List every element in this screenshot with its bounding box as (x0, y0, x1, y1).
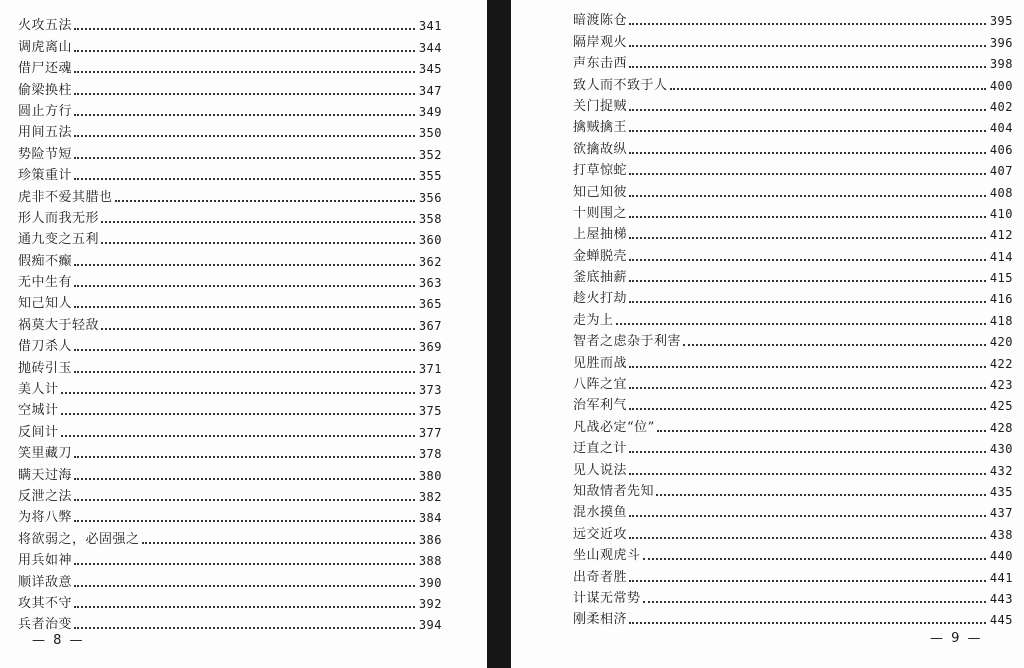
toc-entry-page-number: 423 (989, 378, 1013, 393)
dot-leader (74, 478, 415, 480)
toc-entry (18, 206, 442, 227)
toc-entry-title: 虎非不爱其腊也 (18, 189, 113, 205)
toc-entry-page-number: 435 (989, 484, 1013, 499)
toc-entry-page-number: 344 (418, 40, 442, 55)
dot-leader (74, 627, 415, 629)
toc-entry-title: 打草惊蛇 (573, 163, 628, 179)
toc-entry (18, 419, 442, 440)
dot-leader (74, 93, 415, 95)
dot-leader (629, 580, 986, 582)
toc-entry-page-number: 394 (418, 618, 442, 633)
toc-entry-page-number: 362 (418, 254, 442, 269)
dot-leader (74, 306, 415, 308)
toc-entry (573, 372, 1013, 393)
toc-entry (573, 436, 1013, 457)
toc-entry-page-number: 377 (418, 425, 442, 440)
dot-leader (629, 537, 986, 539)
toc-entry-page-number: 363 (418, 276, 442, 291)
toc-entry (18, 312, 442, 333)
toc-entry-page-number: 410 (989, 206, 1013, 221)
toc-entry (18, 612, 442, 633)
toc-entry-page-number: 341 (418, 19, 442, 34)
toc-entry-page-number: 371 (418, 361, 442, 376)
toc-entry-title: 抛砖引玉 (18, 360, 73, 376)
toc-entry-title: 知敌情者先知 (573, 483, 655, 499)
toc-entry (18, 77, 442, 98)
dot-leader (629, 130, 986, 132)
dot-leader (115, 200, 415, 202)
toc-entry (573, 414, 1013, 435)
toc-entry-page-number: 415 (989, 271, 1013, 286)
toc-entry-title: 计谋无常势 (573, 590, 641, 606)
dot-leader (74, 71, 415, 73)
toc-entry (18, 462, 442, 483)
dot-leader (74, 371, 415, 373)
toc-entry-page-number: 378 (418, 447, 442, 462)
toc-entry (18, 120, 442, 141)
dot-leader (629, 259, 986, 261)
toc-entry-title: 知己知人 (18, 296, 73, 312)
toc-entry-title: 将欲弱之，必固强之 (18, 531, 140, 547)
dot-leader (629, 515, 986, 517)
toc-entry (18, 141, 442, 162)
toc-entry-title: 坐山观虎斗 (573, 548, 641, 564)
toc-entry-title: 釜底抽薪 (573, 270, 628, 286)
toc-entry-title: 治军利气 (573, 398, 628, 414)
toc-entry-page-number: 437 (989, 506, 1013, 521)
dot-leader (629, 173, 986, 175)
toc-entry-title: 用间五法 (18, 125, 73, 141)
toc-entry (18, 99, 442, 120)
toc-entry-page-number: 345 (418, 62, 442, 77)
toc-entry-title: 笑里藏刀 (18, 446, 73, 462)
toc-entry-page-number: 367 (418, 318, 442, 333)
toc-entry-page-number: 396 (989, 35, 1013, 50)
toc-entry (18, 377, 442, 398)
dot-leader (629, 301, 986, 303)
toc-entry (573, 243, 1013, 264)
toc-entry-page-number: 428 (989, 420, 1013, 435)
dot-leader (683, 344, 986, 346)
dot-leader (629, 109, 986, 111)
toc-entry-title: 刚柔相济 (573, 612, 628, 628)
dot-leader (629, 195, 986, 197)
toc-entry-title: 为将八弊 (18, 510, 73, 526)
toc-entry (18, 526, 442, 547)
dot-leader (74, 349, 415, 351)
toc-entry-page-number: 395 (989, 14, 1013, 29)
toc-entry-title: 攻其不守 (18, 595, 73, 611)
dot-leader (74, 135, 415, 137)
dot-leader (61, 435, 415, 437)
toc-entry-page-number: 369 (418, 340, 442, 355)
toc-entry-page-number: 445 (989, 613, 1013, 628)
dot-leader (74, 157, 415, 159)
book-gutter (487, 0, 511, 668)
toc-entry (18, 270, 442, 291)
toc-entry (573, 72, 1013, 93)
dot-leader (61, 413, 415, 415)
dot-leader (74, 285, 415, 287)
toc-entry (573, 136, 1013, 157)
toc-entry-page-number: 382 (418, 489, 442, 504)
toc-entry (573, 350, 1013, 371)
toc-entry-page-number: 441 (989, 570, 1013, 585)
toc-entry (573, 607, 1013, 628)
toc-entry (573, 329, 1013, 350)
toc-entry (573, 51, 1013, 72)
toc-entry-title: 祸莫大于轻敌 (18, 317, 100, 333)
toc-entry-title: 智者之虑杂于利害 (573, 334, 682, 350)
toc-entry-title: 八阵之宜 (573, 377, 628, 393)
left-page-number: — 8 — (32, 633, 85, 648)
dot-leader (629, 451, 986, 453)
toc-entry-page-number: 425 (989, 399, 1013, 414)
toc-entry-title: 见人说法 (573, 462, 628, 478)
toc-entry (18, 334, 442, 355)
toc-entry-page-number: 350 (418, 126, 442, 141)
toc-entry (18, 355, 442, 376)
toc-entry-page-number: 373 (418, 383, 442, 398)
toc-entry-title: 火攻五法 (18, 18, 73, 34)
toc-entry-title: 偷梁换柱 (18, 82, 73, 98)
toc-entry (18, 548, 442, 569)
toc-entry-page-number: 400 (989, 78, 1013, 93)
toc-entry (573, 158, 1013, 179)
dot-leader (657, 430, 986, 432)
toc-entry (573, 543, 1013, 564)
toc-entry-title: 擒贼擒王 (573, 120, 628, 136)
toc-entry (18, 398, 442, 419)
right-page-number: — 9 — (930, 631, 983, 646)
toc-entry-page-number: 422 (989, 356, 1013, 371)
toc-entry (573, 94, 1013, 115)
dot-leader (101, 328, 415, 330)
toc-entry-page-number: 414 (989, 249, 1013, 264)
toc-entry (573, 521, 1013, 542)
toc-entry (573, 265, 1013, 286)
toc-entry (18, 13, 442, 34)
toc-entry-title: 珍策重计 (18, 168, 73, 184)
toc-entry-title: 致人而不致于人 (573, 77, 668, 93)
dot-leader (101, 221, 415, 223)
toc-entry-page-number: 430 (989, 442, 1013, 457)
toc-entry-title: 声东击西 (573, 56, 628, 72)
toc-entry-page-number: 398 (989, 57, 1013, 72)
toc-entry-page-number: 356 (418, 190, 442, 205)
toc-entry (18, 484, 442, 505)
toc-entry-title: 出奇者胜 (573, 569, 628, 585)
dot-leader (74, 264, 415, 266)
dot-leader (629, 280, 986, 282)
toc-entry-page-number: 420 (989, 335, 1013, 350)
toc-entry-title: 用兵如神 (18, 553, 73, 569)
dot-leader (74, 178, 415, 180)
toc-entry-title: 趁火打劫 (573, 291, 628, 307)
dot-leader (74, 499, 415, 501)
dot-leader (629, 216, 986, 218)
dot-leader (74, 50, 415, 52)
dot-leader (74, 456, 415, 458)
toc-entry-title: 金蝉脱壳 (573, 248, 628, 264)
toc-entry-title: 混水摸鱼 (573, 505, 628, 521)
dot-leader (629, 23, 986, 25)
toc-entry-page-number: 438 (989, 527, 1013, 542)
toc-entry-page-number: 360 (418, 233, 442, 248)
toc-entry (573, 29, 1013, 50)
toc-entry (18, 163, 442, 184)
dot-leader (616, 323, 986, 325)
dot-leader (629, 387, 986, 389)
toc-entry (573, 307, 1013, 328)
toc-entry-title: 走为上 (573, 312, 614, 328)
toc-entry-title: 暗渡陈仓 (573, 13, 628, 29)
dot-leader (643, 601, 986, 603)
right-toc-list (573, 8, 1013, 628)
toc-entry (573, 286, 1013, 307)
dot-leader (629, 45, 986, 47)
toc-entry-title: 反泄之法 (18, 488, 73, 504)
toc-entry-page-number: 408 (989, 185, 1013, 200)
dot-leader (643, 558, 986, 560)
toc-entry-page-number: 355 (418, 169, 442, 184)
toc-entry-title: 迂直之计 (573, 441, 628, 457)
toc-entry-page-number: 386 (418, 532, 442, 547)
dot-leader (74, 114, 415, 116)
toc-entry-title: 借尸还魂 (18, 61, 73, 77)
dot-leader (74, 563, 415, 565)
toc-entry-page-number: 440 (989, 549, 1013, 564)
toc-entry (18, 184, 442, 205)
toc-entry-title: 欲擒故纵 (573, 141, 628, 157)
toc-entry-page-number: 384 (418, 511, 442, 526)
toc-entry-title: 圆止方行 (18, 103, 73, 119)
toc-entry (573, 115, 1013, 136)
dot-leader (670, 88, 986, 90)
toc-entry (18, 591, 442, 612)
toc-entry-page-number: 407 (989, 164, 1013, 179)
toc-entry-page-number: 358 (418, 211, 442, 226)
toc-entry-title: 远交近攻 (573, 526, 628, 542)
dot-leader (629, 622, 986, 624)
toc-entry-page-number: 375 (418, 404, 442, 419)
toc-entry-title: 十则围之 (573, 205, 628, 221)
toc-entry (573, 201, 1013, 222)
dot-leader (142, 542, 415, 544)
toc-entry-title: 隔岸观火 (573, 34, 628, 50)
toc-entry-title: 形人而我无形 (18, 210, 100, 226)
dot-leader (74, 606, 415, 608)
toc-entry-page-number: 347 (418, 83, 442, 98)
toc-entry (573, 457, 1013, 478)
dot-leader (629, 237, 986, 239)
toc-entry (18, 441, 442, 462)
toc-entry-page-number: 412 (989, 228, 1013, 243)
toc-entry (573, 586, 1013, 607)
toc-entry-title: 借刀杀人 (18, 339, 73, 355)
toc-entry-page-number: 402 (989, 99, 1013, 114)
toc-entry-title: 上屋抽梯 (573, 227, 628, 243)
dot-leader (629, 473, 986, 475)
dot-leader (74, 585, 415, 587)
toc-entry-title: 美人计 (18, 382, 59, 398)
toc-entry (18, 248, 442, 269)
toc-entry (573, 479, 1013, 500)
toc-entry-title: 调虎离山 (18, 39, 73, 55)
toc-entry-title: 见胜而战 (573, 355, 628, 371)
toc-entry-title: 假痴不癫 (18, 253, 73, 269)
dot-leader (629, 66, 986, 68)
toc-entry (18, 227, 442, 248)
toc-entry (573, 179, 1013, 200)
toc-entry-title: 顺详敌意 (18, 574, 73, 590)
toc-entry (573, 393, 1013, 414)
toc-entry (18, 291, 442, 312)
toc-entry-page-number: 432 (989, 463, 1013, 478)
toc-entry-page-number: 349 (418, 104, 442, 119)
left-page (0, 0, 487, 668)
toc-entry-title: 空城计 (18, 403, 59, 419)
toc-entry-title: 通九变之五利 (18, 232, 100, 248)
toc-entry-page-number: 406 (989, 142, 1013, 157)
dot-leader (101, 242, 415, 244)
toc-entry-title: 凡战必定“位” (573, 419, 655, 435)
left-toc-list (18, 13, 442, 633)
toc-entry-page-number: 416 (989, 292, 1013, 307)
toc-entry-title: 无中生有 (18, 275, 73, 291)
dot-leader (629, 408, 986, 410)
toc-entry-page-number: 443 (989, 591, 1013, 606)
dot-leader (656, 494, 986, 496)
dot-leader (74, 28, 415, 30)
toc-entry-title: 反间计 (18, 424, 59, 440)
toc-entry-page-number: 418 (989, 313, 1013, 328)
toc-entry (573, 564, 1013, 585)
toc-entry-title: 瞒天过海 (18, 467, 73, 483)
dot-leader (629, 366, 986, 368)
toc-entry-page-number: 365 (418, 297, 442, 312)
toc-entry (18, 34, 442, 55)
toc-entry-page-number: 404 (989, 121, 1013, 136)
toc-entry-page-number: 388 (418, 554, 442, 569)
dot-leader (61, 392, 415, 394)
toc-entry-page-number: 352 (418, 147, 442, 162)
toc-entry (18, 569, 442, 590)
toc-entry-title: 关门捉贼 (573, 98, 628, 114)
dot-leader (629, 152, 986, 154)
toc-entry-page-number: 380 (418, 468, 442, 483)
toc-entry (573, 222, 1013, 243)
toc-entry (573, 500, 1013, 521)
right-page (511, 0, 1024, 668)
dot-leader (74, 520, 415, 522)
toc-entry (18, 505, 442, 526)
toc-entry-title: 势险节短 (18, 146, 73, 162)
toc-entry-title: 知己知彼 (573, 184, 628, 200)
toc-entry-title: 兵者治变 (18, 617, 73, 633)
toc-entry-page-number: 392 (418, 596, 442, 611)
toc-entry (573, 8, 1013, 29)
toc-entry-page-number: 390 (418, 575, 442, 590)
toc-entry (18, 56, 442, 77)
